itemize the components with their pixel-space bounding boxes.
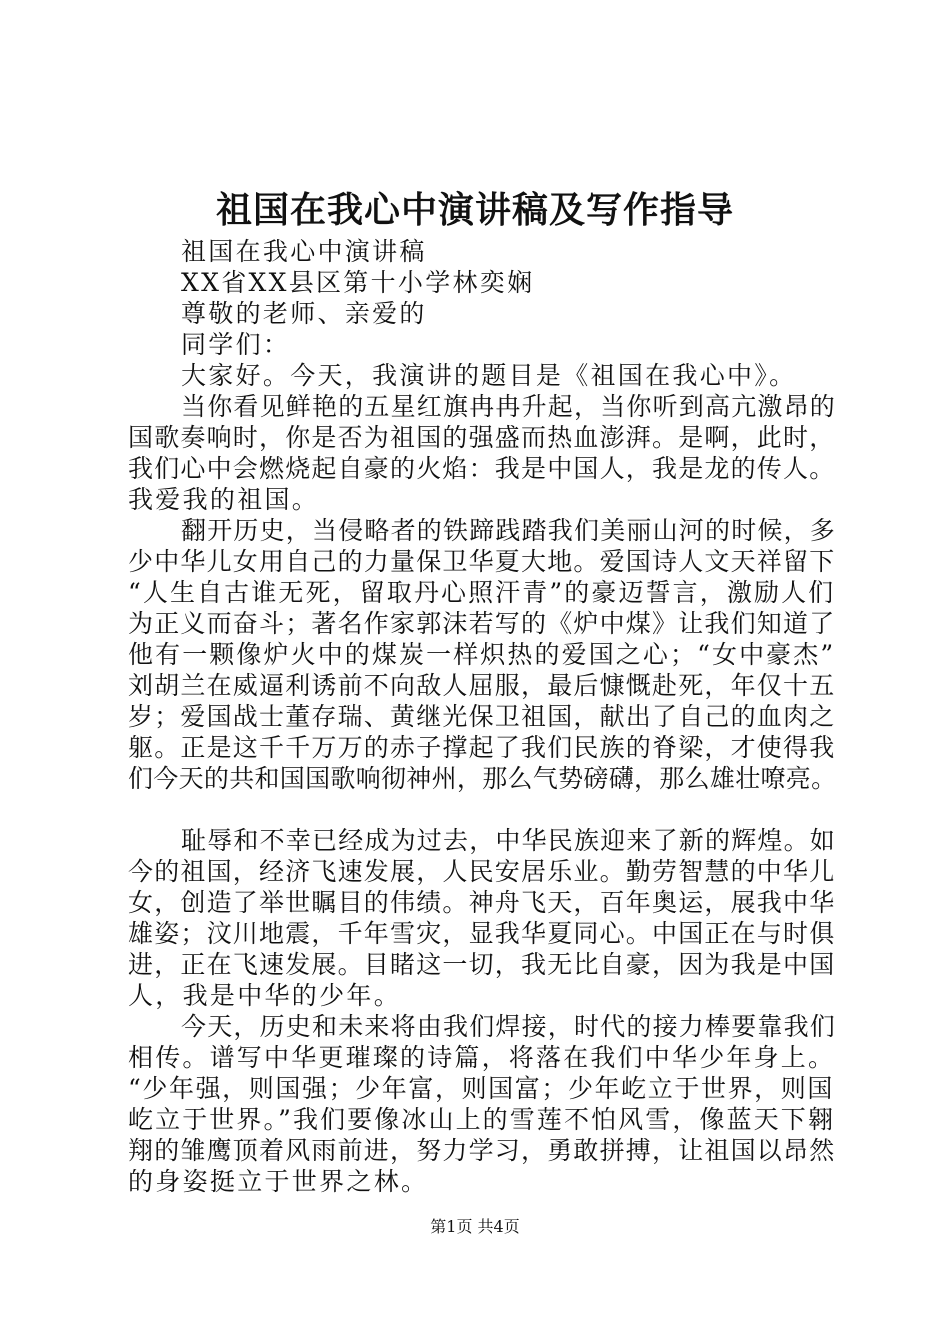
page-footer: 第1页 共4页 [430,1217,520,1236]
text-line: 刘胡兰在威逼利诱前不向敌人屈服，最后慷慨赴死，年仅十五 [128,671,836,700]
text-line: 尊敬的老师、亲爱的 [181,299,427,328]
text-line: 祖国在我心中演讲稿 [181,237,427,266]
text-line: 今的祖国，经济飞速发展，人民安居乐业。勤劳智慧的中华儿 [128,857,836,886]
text-line: 我爱我的祖国。 [128,485,320,514]
text-line: 躯。正是这千千万万的赤子撑起了我们民族的脊梁，才使得我 [128,733,836,762]
text-line: 雄姿；汶川地震，千年雪灾，显我华夏同心。中国正在与时俱 [128,919,836,948]
text-line: 翔的雏鹰顶着风雨前进，努力学习，勇敢拼搏，让祖国以昂然 [128,1136,836,1165]
text-line: 少中华儿女用自己的力量保卫华夏大地。爱国诗人文天祥留下 [128,547,836,576]
text-line: XX省XX县区第十小学林奕娴 [181,268,535,297]
text-line: 他有一颗像炉火中的煤炭一样炽热的爱国之心；“女中豪杰” [128,640,836,669]
text-line: “少年强，则国强；少年富，则国富；少年屹立于世界，则国 [128,1074,834,1103]
text-line: 屹立于世界。”我们要像冰山上的雪莲不怕风雪，像蓝天下翱 [128,1105,835,1134]
text-line: 岁；爱国战士董存瑞、黄继光保卫祖国，献出了自己的血肉之 [128,702,836,731]
text-line: 我们心中会燃烧起自豪的火焰：我是中国人，我是龙的传人。 [128,454,836,483]
text-line: 今天，历史和未来将由我们焊接，时代的接力棒要靠我们 [181,1012,837,1041]
text-line: 们今天的共和国国歌响彻神州，那么气势磅礴，那么雄壮嘹亮。 [128,764,837,793]
text-line: 当你看见鲜艳的五星红旗冉冉升起，当你听到高亢激昂的 [181,392,837,421]
text-line: “人生自古谁无死，留取丹心照汗青”的豪迈誓言，激励人们 [128,578,836,607]
text-line: 相传。谱写中华更璀璨的诗篇，将落在我们中华少年身上。 [128,1043,836,1072]
text-line: 进，正在飞速发展。目睹这一切，我无比自豪，因为我是中国 [128,950,836,979]
document-body [128,236,836,1197]
document-title: 祖国在我心中演讲稿及写作指导 [215,189,734,231]
blank-line [128,794,836,825]
text-line: 女，创造了举世瞩目的伟绩。神舟飞天，百年奥运，展我中华 [128,888,836,917]
text-line: 人，我是中华的少年。 [128,981,402,1010]
text-line: 国歌奏响时，你是否为祖国的强盛而热血澎湃。是啊，此时， [128,423,836,452]
text-line: 翻开历史，当侵略者的铁蹄践踏我们美丽山河的时候，多 [181,516,837,545]
text-line: 同学们： [181,330,291,359]
text-line: 为正义而奋斗；著名作家郭沫若写的《炉中煤》让我们知道了 [128,609,836,638]
text-line: 大家好。今天，我演讲的题目是《祖国在我心中》。 [181,361,797,390]
text-line: 耻辱和不幸已经成为过去，中华民族迎来了新的辉煌。如 [181,826,837,855]
text-line: 的身姿挺立于世界之林。 [128,1167,429,1196]
